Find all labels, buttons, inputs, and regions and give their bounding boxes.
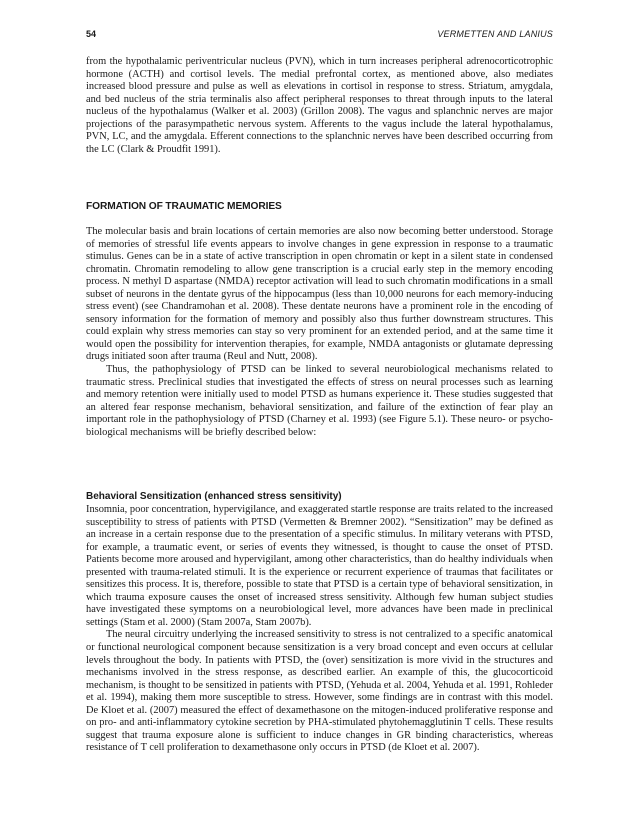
subsection-heading-behavioral: Behavioral Sensitization (enhanced stress sensitivity): [86, 491, 342, 502]
running-head: VERMETTEN AND LANIUS: [437, 29, 553, 39]
section-heading-formation: FORMATION OF TRAUMATIC MEMORIES: [86, 201, 282, 212]
formation-paragraph-2: Thus, the pathophysiology of PTSD can be linked to several neurobiological mechanisms related to traumatic stress. Preclinical studies that investigated the effects of stress on neural processes such as learning and memory retention were initially used to model PTSD as humans experience it. These studies suggested that an altered fear response mechanism, behavioral sensitization, and failure of the extinction of fear play an important role in the pathophysiology of PTSD (Charney et al. 1993) (see Figure 5.1). These neuro- or psycho-biological mechanisms will be briefly described below:: [86, 364, 553, 438]
intro-paragraph: from the hypothalamic periventricular nucleus (PVN), which in turn increases peripheral adrenocorticotrophic hormone (ACTH) and cortisol levels. The medial prefrontal cortex, as mentioned above, also mediates increased blood pressure and pulse as well as elevations in cortisol in response to stress. Striatum, amygdala, and bed nucleus of the stria terminalis also affect peripheral responses to threat through inputs to the lateral nucleus of the hypothalamus (Walker et al. 2003) (Grillon 2008). The vagus and splanchnic nerves are major projections of the parasympathetic nervous system. Afferents to the vagus include the lateral hypothalamus, PVN, LC, and the amygdala. Efferent connections to the splanchnic nerves have been described occurring from the LC (Clark & Proudfit 1991).: [86, 56, 553, 155]
behavioral-paragraph-1: Insomnia, poor concentration, hypervigilance, and exaggerated startle response are traits related to the increased susceptibility to stress of patients with PTSD (Vermetten & Bremner 2002). “Sensitization” may be defined as an increase in a certain response due to the presentation of a specific stimulus. In military veterans with PTSD, for example, a traumatic event, or series of events they witnessed, is thought to cause the onset of PTSD. Patients become more aroused and hypervigilant, among other characteristics, than do healthy individuals when presented with trauma-related stimuli. It is the experience or recurrent experience of traumas that facilitates or sensitizes this process. It is, therefore, possible to state that PTSD is a certain type of behavioral sensitization, in which trauma exposure causes the onset of increased stress sensitivity. Although few human subject studies have investigated these symptoms on a neurobiological level, more advances have been made in preclinical settings (Stam et al. 2000) (Stam 2007a, Stam 2007b).: [86, 504, 553, 628]
page-header: [86, 29, 553, 43]
behavioral-section: [86, 504, 553, 755]
intro-section: [86, 56, 553, 156]
formation-section: [86, 226, 553, 439]
page-number: 54: [86, 29, 97, 39]
behavioral-paragraph-2: The neural circuitry underlying the increased sensitivity to stress is not centralized to a specific anatomical or functional neurological component because sensitization is a very broad concept and even occurs at cellular levels throughout the body. In patients with PTSD, the (over) sensitization is more vivid in the structures and mechanisms involved in the stress response, as described earlier. An example of this, the glucocorticoid mechanism, is thought to be sensitized in patients with PTSD, (Yehuda et al. 2004, Yehuda et al. 1991, Rohleder et al. 1994), making them more susceptible to stress. However, some findings are in contrast with this model. De Kloet et al. (2007) measured the effect of dexamethasone on the mitogen-induced proliferative response and on pro- and anti-inflammatory cytokine secretion by PHA-stimulated phytohemagglutinin T cells. These results suggest that trauma exposure alone is sufficient to induce changes in GR binding characteristics, whereas resistance of T cell proliferation to dexamethasone only occurs in PTSD (de Kloet et al. 2007).: [86, 629, 553, 754]
formation-paragraph-1: The molecular basis and brain locations of certain memories are also now becoming better understood. Storage of memories of stressful life events appears to involve changes in gene expression in response to a traumatic stimulus. Genes can be in a state of active transcription in open chromatin or kept in a silent state in condensed chromatin. Chromatin remodeling to allow gene transcription is a crucial early step in the memory encoding process. N methyl D aspartase (NMDA) receptor activation will lead to such chromatin modifications in a small subset of neurons in the dentate gyrus of the hippocampus (less than 10,000 neurons for each memory-inducing stress event) (see Chandramohan et al. 2008). These dentate neurons have a prominent role in the encoding of sensory information for the formation of memory and possibly also thus further downstream structures. This could explain why stress memories can stay so very prominent for an extended period, and at the same time it would open the possibility for intervention therapies, for example, NMDA antagonists or glutamate depressing drugs initiated soon after trauma (Reul and Nutt, 2008).: [86, 226, 553, 363]
